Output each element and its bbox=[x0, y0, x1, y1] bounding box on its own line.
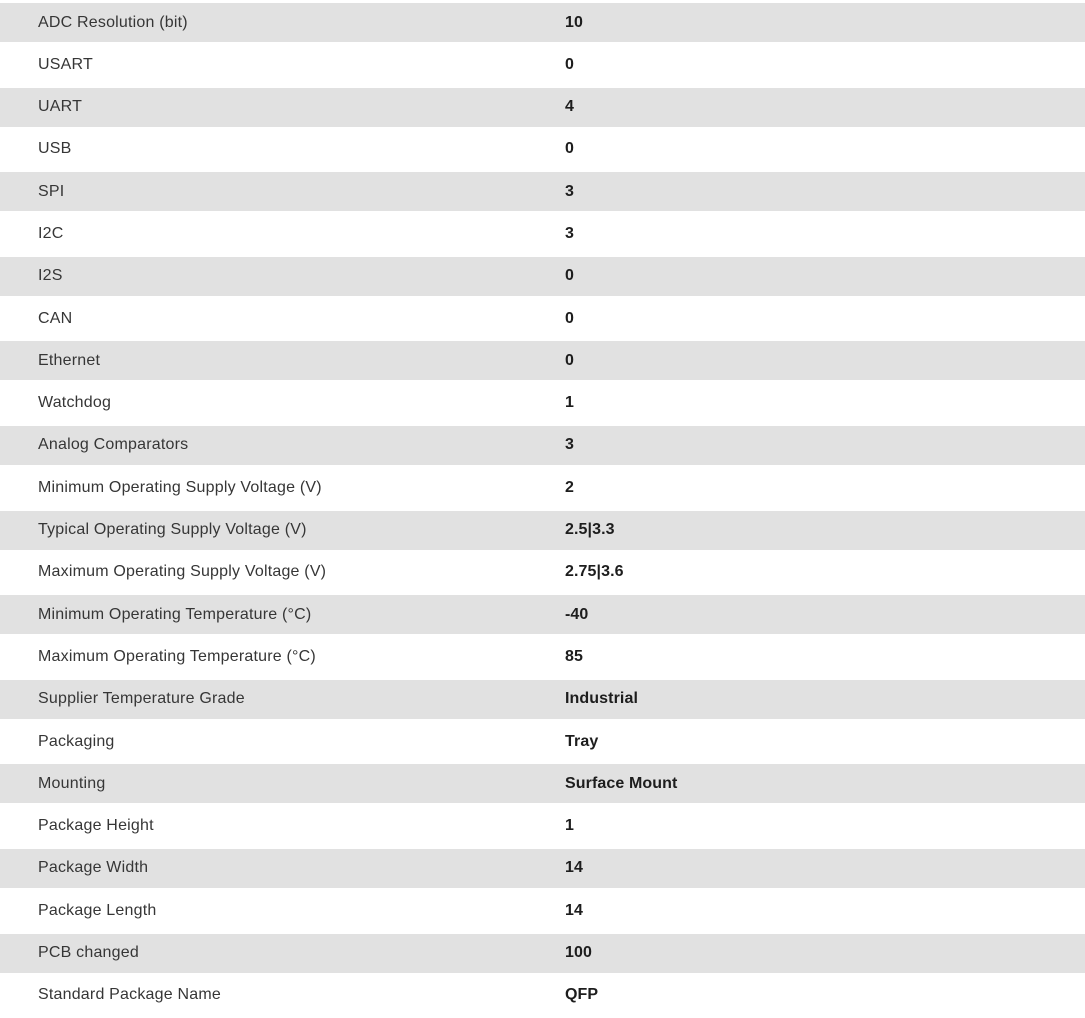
spec-row bbox=[0, 214, 1085, 253]
spec-value: 14 bbox=[565, 859, 583, 877]
spec-label: Maximum Operating Supply Voltage (V) bbox=[38, 563, 327, 581]
spec-value: Industrial bbox=[565, 690, 639, 708]
spec-label: I2C bbox=[38, 224, 64, 242]
spec-row bbox=[0, 553, 1085, 592]
spec-value: 0 bbox=[565, 351, 574, 369]
spec-row bbox=[0, 891, 1085, 930]
spec-value: 10 bbox=[565, 13, 583, 31]
spec-row bbox=[0, 807, 1085, 846]
spec-row bbox=[0, 934, 1085, 973]
spec-label: USB bbox=[38, 140, 72, 158]
spec-value: 2 bbox=[565, 478, 574, 496]
spec-value: 14 bbox=[565, 901, 583, 919]
spec-label: SPI bbox=[38, 182, 65, 200]
spec-label: UART bbox=[38, 98, 83, 116]
spec-label: I2S bbox=[38, 267, 63, 285]
spec-value: 4 bbox=[565, 98, 574, 116]
spec-value: -40 bbox=[565, 605, 589, 623]
spec-label: Packaging bbox=[38, 732, 115, 750]
spec-value: Tray bbox=[565, 732, 599, 750]
spec-row bbox=[0, 257, 1085, 296]
spec-label: Supplier Temperature Grade bbox=[38, 690, 245, 708]
spec-label: USART bbox=[38, 55, 93, 73]
spec-row bbox=[0, 3, 1085, 42]
spec-value: 0 bbox=[565, 140, 574, 158]
spec-row bbox=[0, 849, 1085, 888]
spec-value: 3 bbox=[565, 224, 574, 242]
spec-value: 0 bbox=[565, 309, 574, 327]
spec-label: Standard Package Name bbox=[38, 986, 221, 1004]
spec-value: 3 bbox=[565, 182, 574, 200]
spec-label: Watchdog bbox=[38, 394, 112, 412]
spec-row bbox=[0, 595, 1085, 634]
spec-label: Ethernet bbox=[38, 351, 101, 369]
spec-row bbox=[0, 722, 1085, 761]
spec-label: Typical Operating Supply Voltage (V) bbox=[38, 521, 307, 539]
spec-label: PCB changed bbox=[38, 944, 139, 962]
spec-value: 1 bbox=[565, 394, 574, 412]
spec-value: 1 bbox=[565, 817, 574, 835]
spec-value: 2.75|3.6 bbox=[565, 563, 624, 581]
spec-label: Minimum Operating Temperature (°C) bbox=[38, 605, 312, 623]
spec-row bbox=[0, 299, 1085, 338]
spec-row bbox=[0, 45, 1085, 84]
spec-row bbox=[0, 976, 1085, 1015]
spec-label: Package Length bbox=[38, 901, 157, 919]
spec-row bbox=[0, 637, 1085, 676]
spec-value: 0 bbox=[565, 55, 574, 73]
spec-value: QFP bbox=[565, 986, 599, 1004]
spec-row bbox=[0, 88, 1085, 127]
spec-rows bbox=[0, 3, 1085, 1015]
spec-label: CAN bbox=[38, 309, 73, 327]
spec-row bbox=[0, 764, 1085, 803]
spec-row bbox=[0, 511, 1085, 550]
spec-row bbox=[0, 468, 1085, 507]
spec-row bbox=[0, 341, 1085, 380]
spec-label: Maximum Operating Temperature (°C) bbox=[38, 647, 316, 665]
spec-label: ADC Resolution (bit) bbox=[38, 13, 188, 31]
spec-row bbox=[0, 172, 1085, 211]
spec-label: Analog Comparators bbox=[38, 436, 189, 454]
spec-row bbox=[0, 130, 1085, 169]
spec-label: Mounting bbox=[38, 774, 106, 792]
spec-value: Surface Mount bbox=[565, 774, 678, 792]
spec-value: 2.5|3.3 bbox=[565, 521, 615, 539]
spec-label: Minimum Operating Supply Voltage (V) bbox=[38, 478, 322, 496]
spec-value: 3 bbox=[565, 436, 574, 454]
spec-value: 0 bbox=[565, 267, 574, 285]
spec-row bbox=[0, 384, 1085, 423]
spec-label: Package Height bbox=[38, 817, 154, 835]
spec-row bbox=[0, 680, 1085, 719]
spec-row bbox=[0, 426, 1085, 465]
spec-label: Package Width bbox=[38, 859, 149, 877]
spec-value: 100 bbox=[565, 944, 592, 962]
spec-value: 85 bbox=[565, 647, 583, 665]
